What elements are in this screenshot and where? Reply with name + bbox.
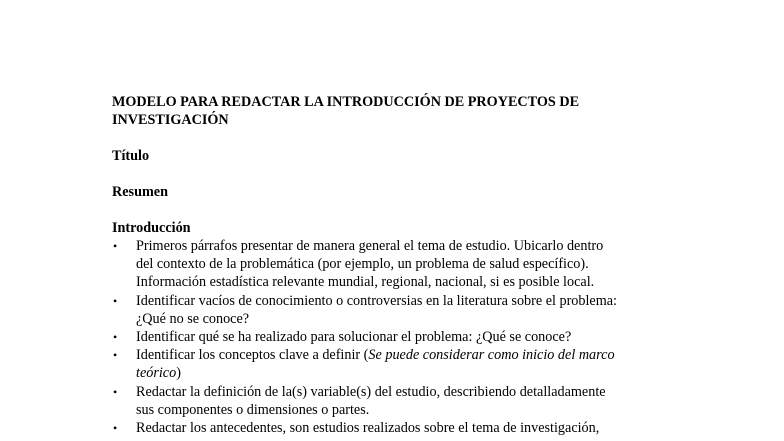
bullet-icon: • <box>113 421 118 436</box>
title-line-2: INVESTIGACIÓN <box>112 112 229 128</box>
list-item <box>112 292 692 328</box>
bullet-icon: • <box>113 239 118 253</box>
bullet-icon: • <box>113 348 118 363</box>
bullet-icon: • <box>113 293 118 308</box>
list-item-line: ¿Qué no se conoce? <box>136 310 250 327</box>
list-item-italic-text: Se puede considerar como inicio del marco <box>368 347 615 364</box>
list-item <box>112 383 692 419</box>
bullet-icon: • <box>113 384 118 399</box>
list-item-line: Redactar los antecedentes, son estudios realizados sobre el tema de investigación, <box>136 420 600 437</box>
section-titulo: Título <box>112 148 150 164</box>
list-item-line <box>136 346 692 364</box>
list-item <box>112 419 692 437</box>
document-content <box>112 93 692 437</box>
list-item-italic-text: teórico <box>136 365 177 382</box>
list-item-line: del contexto de la problemática (por ejemplo, un problema de salud específico). <box>136 256 589 273</box>
bullet-icon: • <box>113 330 118 345</box>
list-item-line <box>136 364 692 382</box>
list-item-line: Identificar vacíos de conocimiento o controversias en la literatura sobre el problema: <box>136 292 618 309</box>
list-item <box>112 237 692 292</box>
list-item-line: Información estadística relevante mundial, regional, nacional, si es posible local. <box>136 274 595 291</box>
document-title <box>112 93 692 129</box>
list-item <box>112 346 692 382</box>
list-item-line: Primeros párrafos presentar de manera general el tema de estudio. Ubicarlo dentro <box>136 238 604 254</box>
title-line-1: MODELO PARA REDACTAR LA INTRODUCCIÓN DE PROYECTOS DE <box>112 94 580 110</box>
list-item-line: Redactar la definición de la(s) variable(s) del estudio, describiendo detalladamente <box>136 383 606 400</box>
section-introduccion: Introducción <box>112 220 191 236</box>
list-item-line: Identificar qué se ha realizado para solucionar el problema: ¿Qué se conoce? <box>136 329 572 346</box>
introduccion-bullet-list <box>112 237 692 437</box>
list-item-text: Identificar los conceptos clave a definir ( <box>136 347 369 364</box>
section-resumen: Resumen <box>112 184 168 200</box>
list-item-text: ) <box>176 365 181 382</box>
list-item-line: sus componentes o dimensiones o partes. <box>136 401 370 418</box>
list-item <box>112 328 692 346</box>
